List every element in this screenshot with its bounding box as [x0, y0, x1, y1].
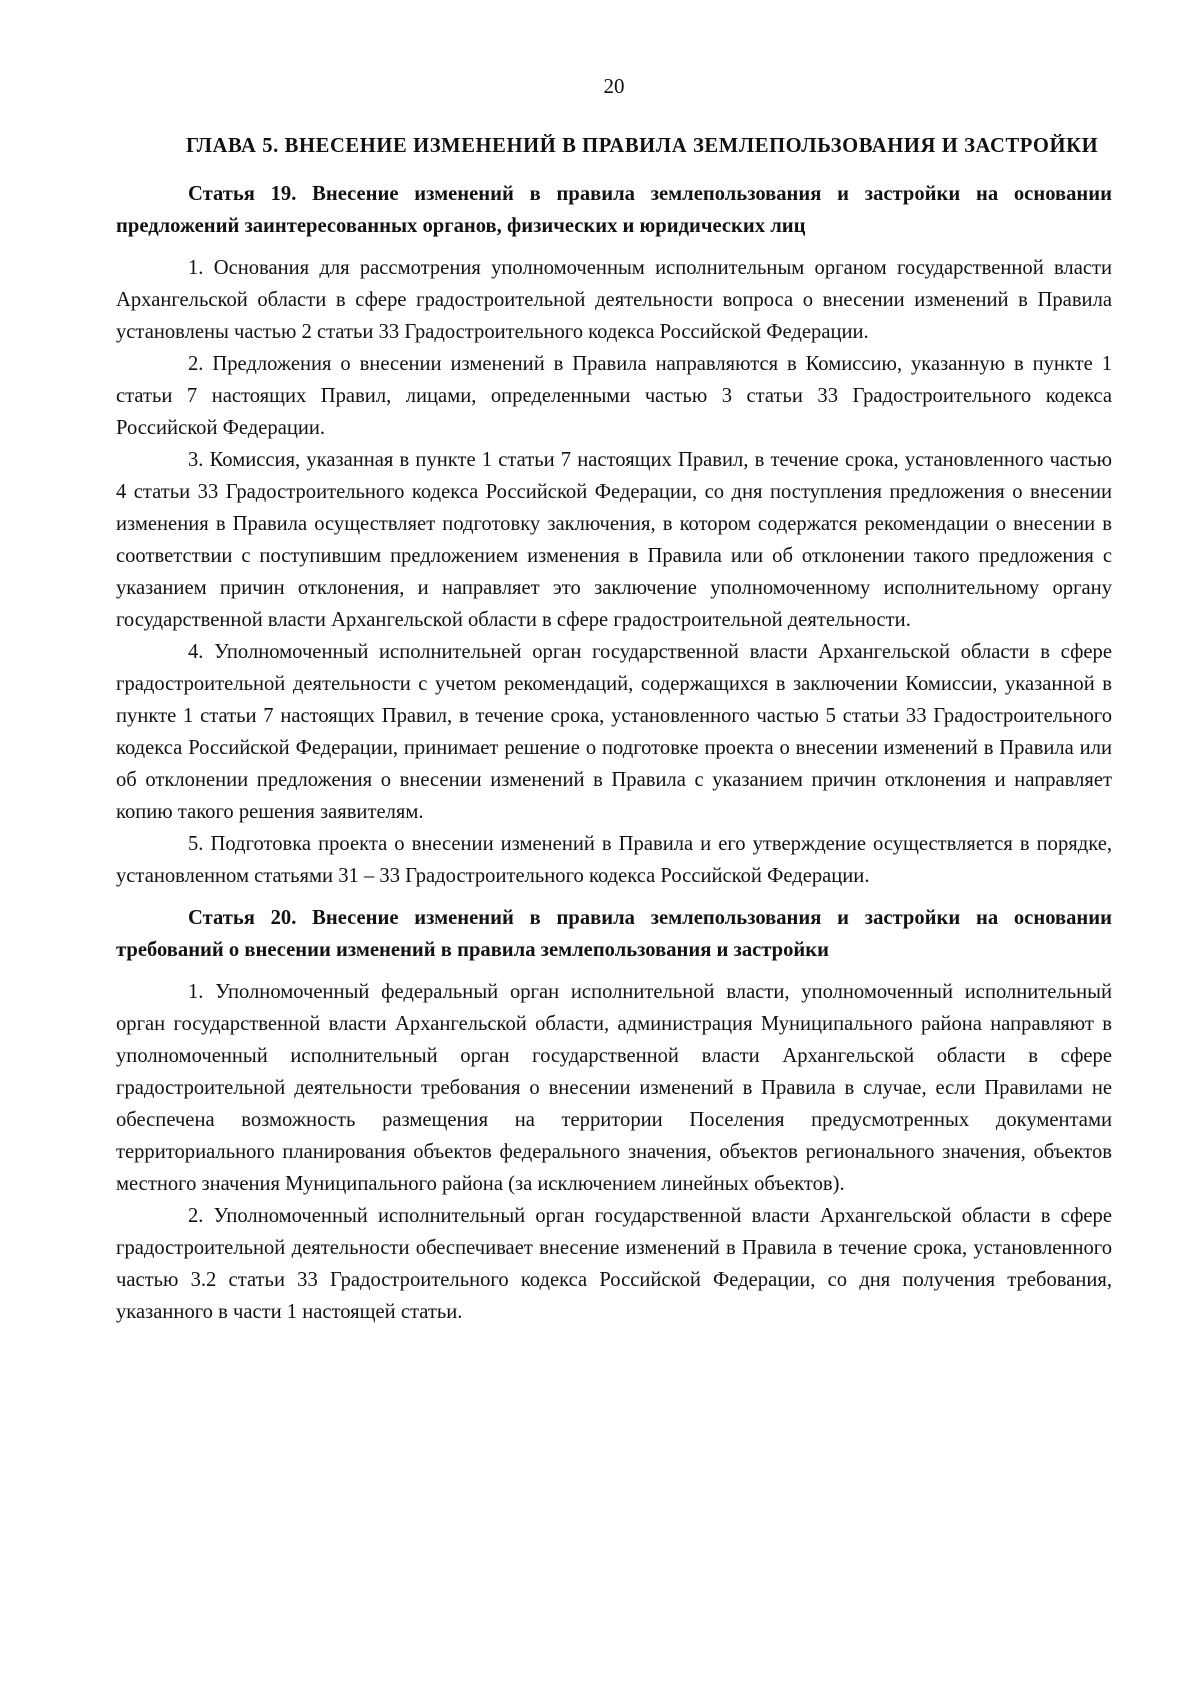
section-spacer — [116, 892, 1112, 902]
page-number: 20 — [603, 74, 625, 98]
article-paragraph: 3. Комиссия, указанная в пункте 1 статьи 7 настоящих Правил, в течение срока, установленного частью 4 статьи 33 Градостроительного кодекса Российской Федерации, со дня поступления предложения о внесении изменения в Правила осуществляет подготовку заключения, в котором содержатся рекомендации о внесении в соответствии с поступившим предложением изменения в Правила или об отклонении такого предложения с указанием причин отклонения, и направляет это заключение уполномоченному исполнительному органу государственной власти Архангельской области в сфере градостроительной деятельности. — [116, 449, 1112, 631]
article-title: Статья 19. Внесение изменений в правила землепользования и застройки на основании предложений заинтересованных органов, физических и юридических лиц — [116, 183, 1112, 237]
chapter-title: ГЛАВА 5. ВНЕСЕНИЕ ИЗМЕНЕНИЙ В ПРАВИЛА ЗЕМЛЕПОЛЬЗОВАНИЯ И ЗАСТРОЙКИ — [186, 135, 1099, 157]
article-paragraph: 5. Подготовка проекта о внесении изменений в Правила и его утверждение осуществляется в порядке, установленном статьями 31 – 33 Градостроительного кодекса Российской Федерации. — [116, 833, 1112, 887]
article-paragraph: 2. Предложения о внесении изменений в Правила направляются в Комиссию, указанную в пункте 1 статьи 7 настоящих Правил, лицами, определенными частью 3 статьи 33 Градостроительного кодекса Российской Федерации. — [116, 353, 1112, 439]
article-paragraph: 2. Уполномоченный исполнительный орган государственной власти Архангельской области в сфере градостроительной деятельности обеспечивает внесение изменений в Правила в течение срока, установленного частью 3.2 статьи 33 Градостроительного кодекса Российской Федерации, со дня получения требования, указанного в части 1 настоящей статьи. — [116, 1205, 1112, 1323]
document-body — [116, 130, 1112, 1328]
article-paragraph: 1. Основания для рассмотрения уполномоченным исполнительным органом государственной власти Архангельской области в сфере градостроительной деятельности вопроса о внесении изменений в Правила установлены частью 2 статьи 33 Градостроительного кодекса Российской Федерации. — [116, 257, 1112, 343]
article-paragraph: 1. Уполномоченный федеральный орган исполнительной власти, уполномоченный исполнительный орган государственной власти Архангельской области, администрация Муниципального района направляют в уполномоченный исполнительный орган государственной власти Архангельской области в сфере градостроительной деятельности требования о внесении изменений в Правила в случае, если Правилами не обеспечена возможность размещения на территории Поселения предусмотренных документами территориального планирования объектов федерального значения, объектов регионального значения, объектов местного значения Муниципального района (за исключением линейных объектов). — [116, 981, 1112, 1195]
article-title: Статья 20. Внесение изменений в правила землепользования и застройки на основании требований о внесении изменений в правила землепользования и застройки — [116, 907, 1112, 961]
article-paragraph: 4. Уполномоченный исполнительней орган государственной власти Архангельской области в сфере градостроительной деятельности с учетом рекомендаций, содержащихся в заключении Комиссии, указанной в пункте 1 статьи 7 настоящих Правил, в течение срока, установленного частью 5 статьи 33 Градостроительного кодекса Российской Федерации, принимает решение о подготовке проекта о внесении изменений в Правила или об отклонении предложения о внесении изменений в Правила с указанием причин отклонения и направляет копию такого решения заявителям. — [116, 641, 1112, 823]
article-19 — [116, 178, 1112, 892]
article-20 — [116, 902, 1112, 1328]
